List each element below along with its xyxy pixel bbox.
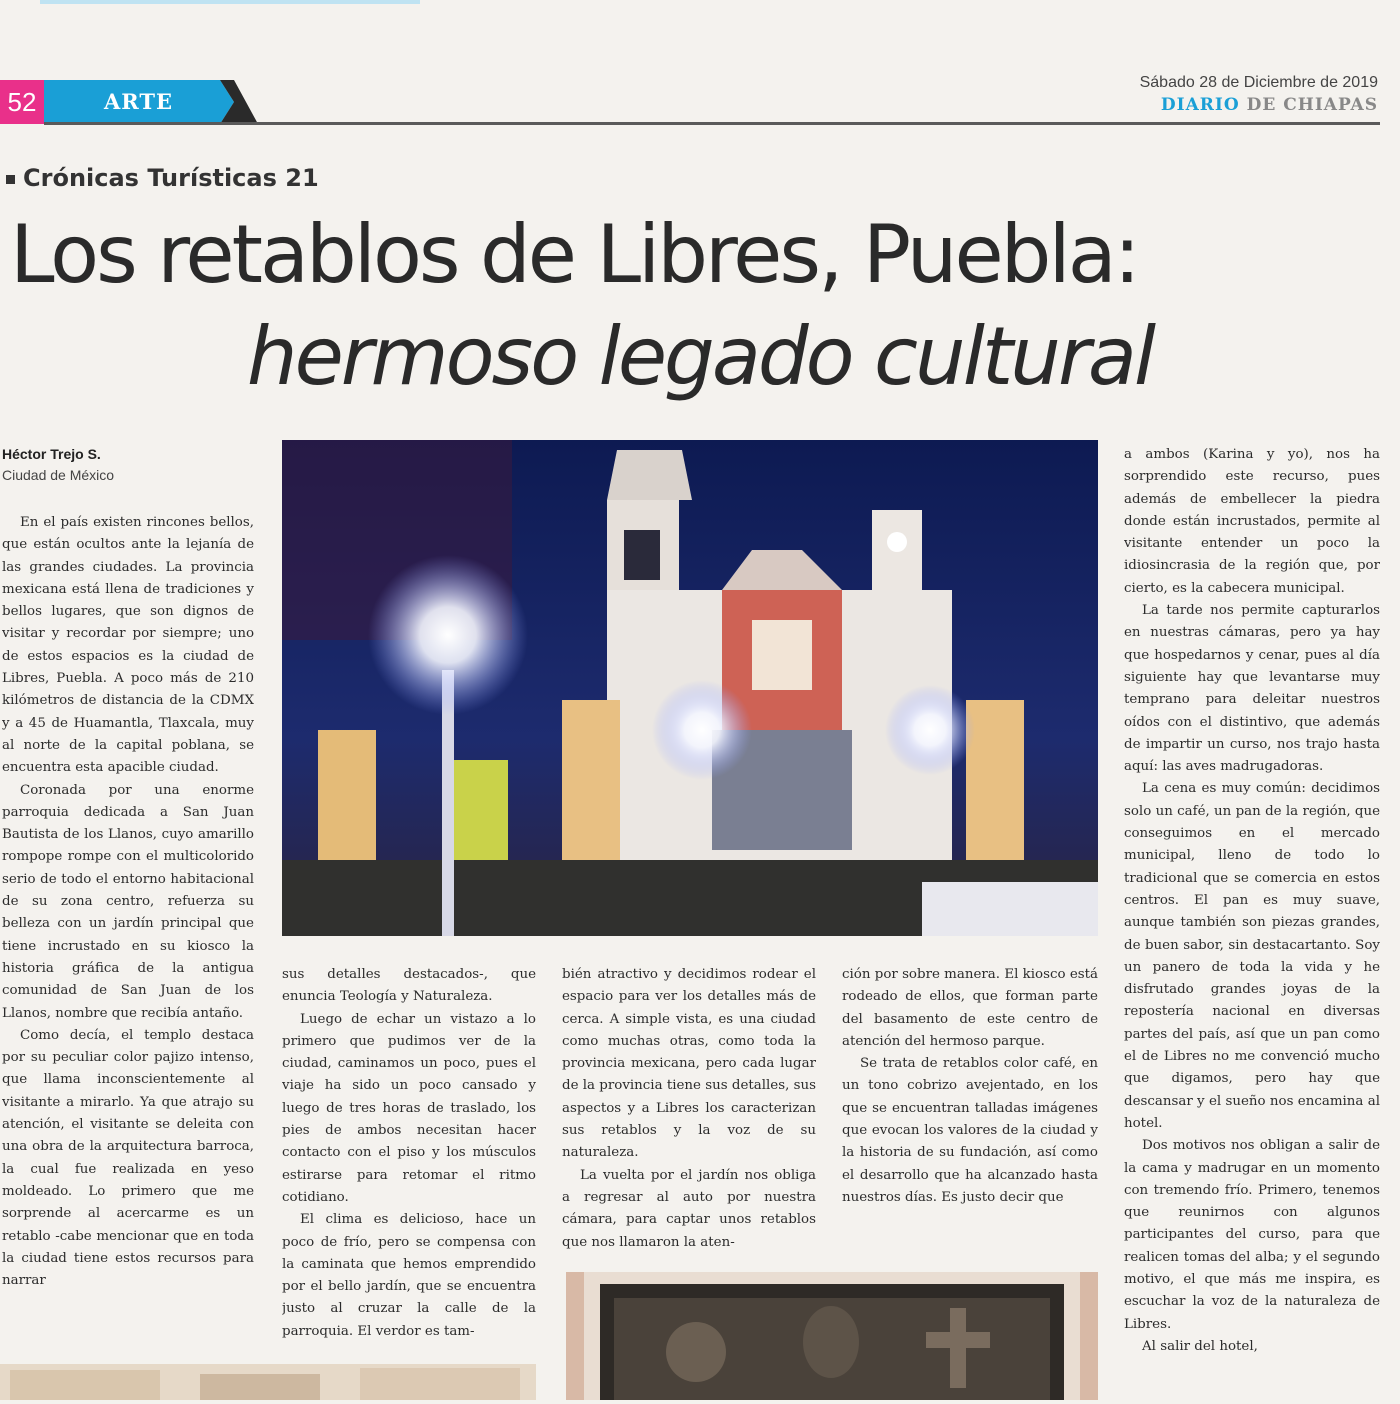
- section-label: ARTE: [104, 89, 174, 114]
- paragraph: La tarde nos permite capturarlos en nuestras cámaras, pero ya hay que hospedarnos y cenar, pues al día siguiente hay que levantarse muy temprano para deleitar nuestros oídos con el distintivo, que además de impartir un curso, nos trajo hasta aquí: las aves madrugadoras.: [1124, 603, 1380, 775]
- paragraph: En el país existen rincones bellos, que están ocultos ante la lejanía de las grandes ciudades. La provincia mexicana está llena de tradiciones y bellos lugares, que son dignos de visitar y recordar por siempre; uno de estos espacios es la ciudad de Libres, Puebla. A poco más de 210 kilómetros de distancia de la CDMX y a 45 de Huamantla, Tlaxcala, muy al norte de la capital poblana, se encuentra esta apacible ciudad.: [2, 515, 254, 776]
- byline-location: Ciudad de México: [2, 467, 115, 483]
- article-column-2: [282, 964, 536, 1350]
- top-color-strip: [40, 0, 420, 4]
- paragraph: ción por sobre manera. El kiosco está rodeado de ellos, que forman parte del basamento de este centro de atención del hermoso parque.: [842, 967, 1098, 1049]
- brand-part-1: DIARIO: [1160, 95, 1240, 115]
- article-column-5: [1124, 444, 1380, 1400]
- paragraph: Coronada por una enorme parroquia dedicada a San Juan Bautista de los Llanos, cuyo amarillo rompope rompe con el multicolorido serio de todo el entorno habitacional de su zona centro, refuerza su belleza con un jardín principal que tiene incrustado en su kiosco la historia gráfica de la antigua comunidad de San Juan de los Llanos, nombre que recibía antaño.: [2, 782, 254, 1021]
- church-night-photo: [282, 440, 1098, 936]
- headline-line-1: Los retablos de Libres, Puebla:: [10, 208, 1138, 301]
- kicker: [6, 164, 319, 192]
- byline-author: Héctor Trejo S.: [2, 446, 101, 462]
- paragraph: La cena es muy común: decidimos solo un café, un pan de la región, que conseguimos en el mercado municipal, lleno de todo lo tradicional que se comercia en estos centros. El pan es muy suave, aunque también son piezas grandes, de buen sabor, sin destacartanto. Soy un panero de toda la vida y he disfrutado grandes joyas de la repostería nacional en diversas partes del país, así que un pan como el de Libres no me convenció mucho que digamos, pero hay que descansar y el sueño nos encamina al hotel.: [1124, 781, 1380, 1131]
- bottom-photo-strip: [0, 1364, 536, 1400]
- paragraph: Como decía, el templo destaca por su peculiar color pajizo intenso, que llama inconscientemente al visitante a mirarlo. Ya que atrajo su atención, el visitante se deleita con una obra de la arquitectura barroca, la cual fue realizada en yeso moldeado. Lo primero que me sorprende al acercarme es un retablo -cabe mencionar que en toda la ciudad tiene estos recursos para narrar: [2, 1027, 254, 1289]
- article-column-1: [2, 512, 254, 1350]
- header-rule: [44, 122, 1380, 125]
- page-number: 52: [0, 80, 44, 124]
- brand-part-2: DE CHIAPAS: [1239, 95, 1378, 115]
- article-column-4: [842, 964, 1098, 1258]
- newspaper-brand: [1161, 95, 1378, 115]
- section-tab: [44, 80, 262, 124]
- paragraph: Dos motivos nos obligan a salir de la cama y madrugar en un momento con tremendo frío. Primero, tenemos que reunirnos con algunos participantes del curso, para que realicen tomas del alba; y el segundo motivo, el que más me inspira, es escuchar la voz de la naturaleza de Libres.: [1124, 1138, 1380, 1332]
- headline-line-2: hermoso legado cultural: [246, 310, 1154, 403]
- issue-date: Sábado 28 de Diciembre de 2019: [1139, 74, 1378, 91]
- paragraph: Al salir del hotel,: [1142, 1338, 1258, 1354]
- article-column-3: [562, 964, 816, 1258]
- kicker-text: Crónicas Turísticas 21: [23, 164, 319, 192]
- paragraph: La vuelta por el jardín nos obliga a regresar al auto por nuestra cámara, para captar unos retablos que nos llamaron la aten-: [562, 1167, 816, 1250]
- paragraph: sus detalles destacados-, que enuncia Teología y Naturaleza.: [282, 967, 536, 1005]
- paragraph: Luego de echar un vistazo a lo primero que pudimos ver de la ciudad, caminamos un poco, pues el viaje ha sido un poco cansado y luego de tres horas de traslado, los pies de ambos necesitan hacer contacto con el piso y los músculos estirarse para retomar el ritmo cotidiano.: [282, 1011, 536, 1205]
- retablo-relief-photo: [566, 1272, 1098, 1400]
- paragraph: a ambos (Karina y yo), nos ha sorprendido este recurso, pues además de embellecer la piedra donde están incrustados, permite al visitante entender un poco la idiosincrasia de la región que, por cierto, es la cabecera municipal.: [1124, 447, 1380, 596]
- bullet-square-icon: [6, 175, 15, 184]
- paragraph: Se trata de retablos color café, en un tono cobrizo avejentado, en los que se encuentran talladas imágenes que evocan los valores de la ciudad y la historia de su fundación, así como el desarrollo que ha alcanzado hasta nuestros días. Es justo decir que: [842, 1056, 1098, 1205]
- paragraph: bién atractivo y decidimos rodear el espacio para ver los detalles más de cerca. A simple vista, es una ciudad como muchas otras, como toda la provincia mexicana, pero cada lugar de la provincia tiene sus detalles, sus aspectos y a Libres los caracterizan sus retablos y la voz de su naturaleza.: [562, 967, 816, 1161]
- paragraph: El clima es delicioso, hace un poco de frío, pero se compensa con la caminata que hemos emprendido por el bello jardín, que se encuentra justo al cruzar la calle de la parroquia. El verdor es tam-: [282, 1212, 536, 1339]
